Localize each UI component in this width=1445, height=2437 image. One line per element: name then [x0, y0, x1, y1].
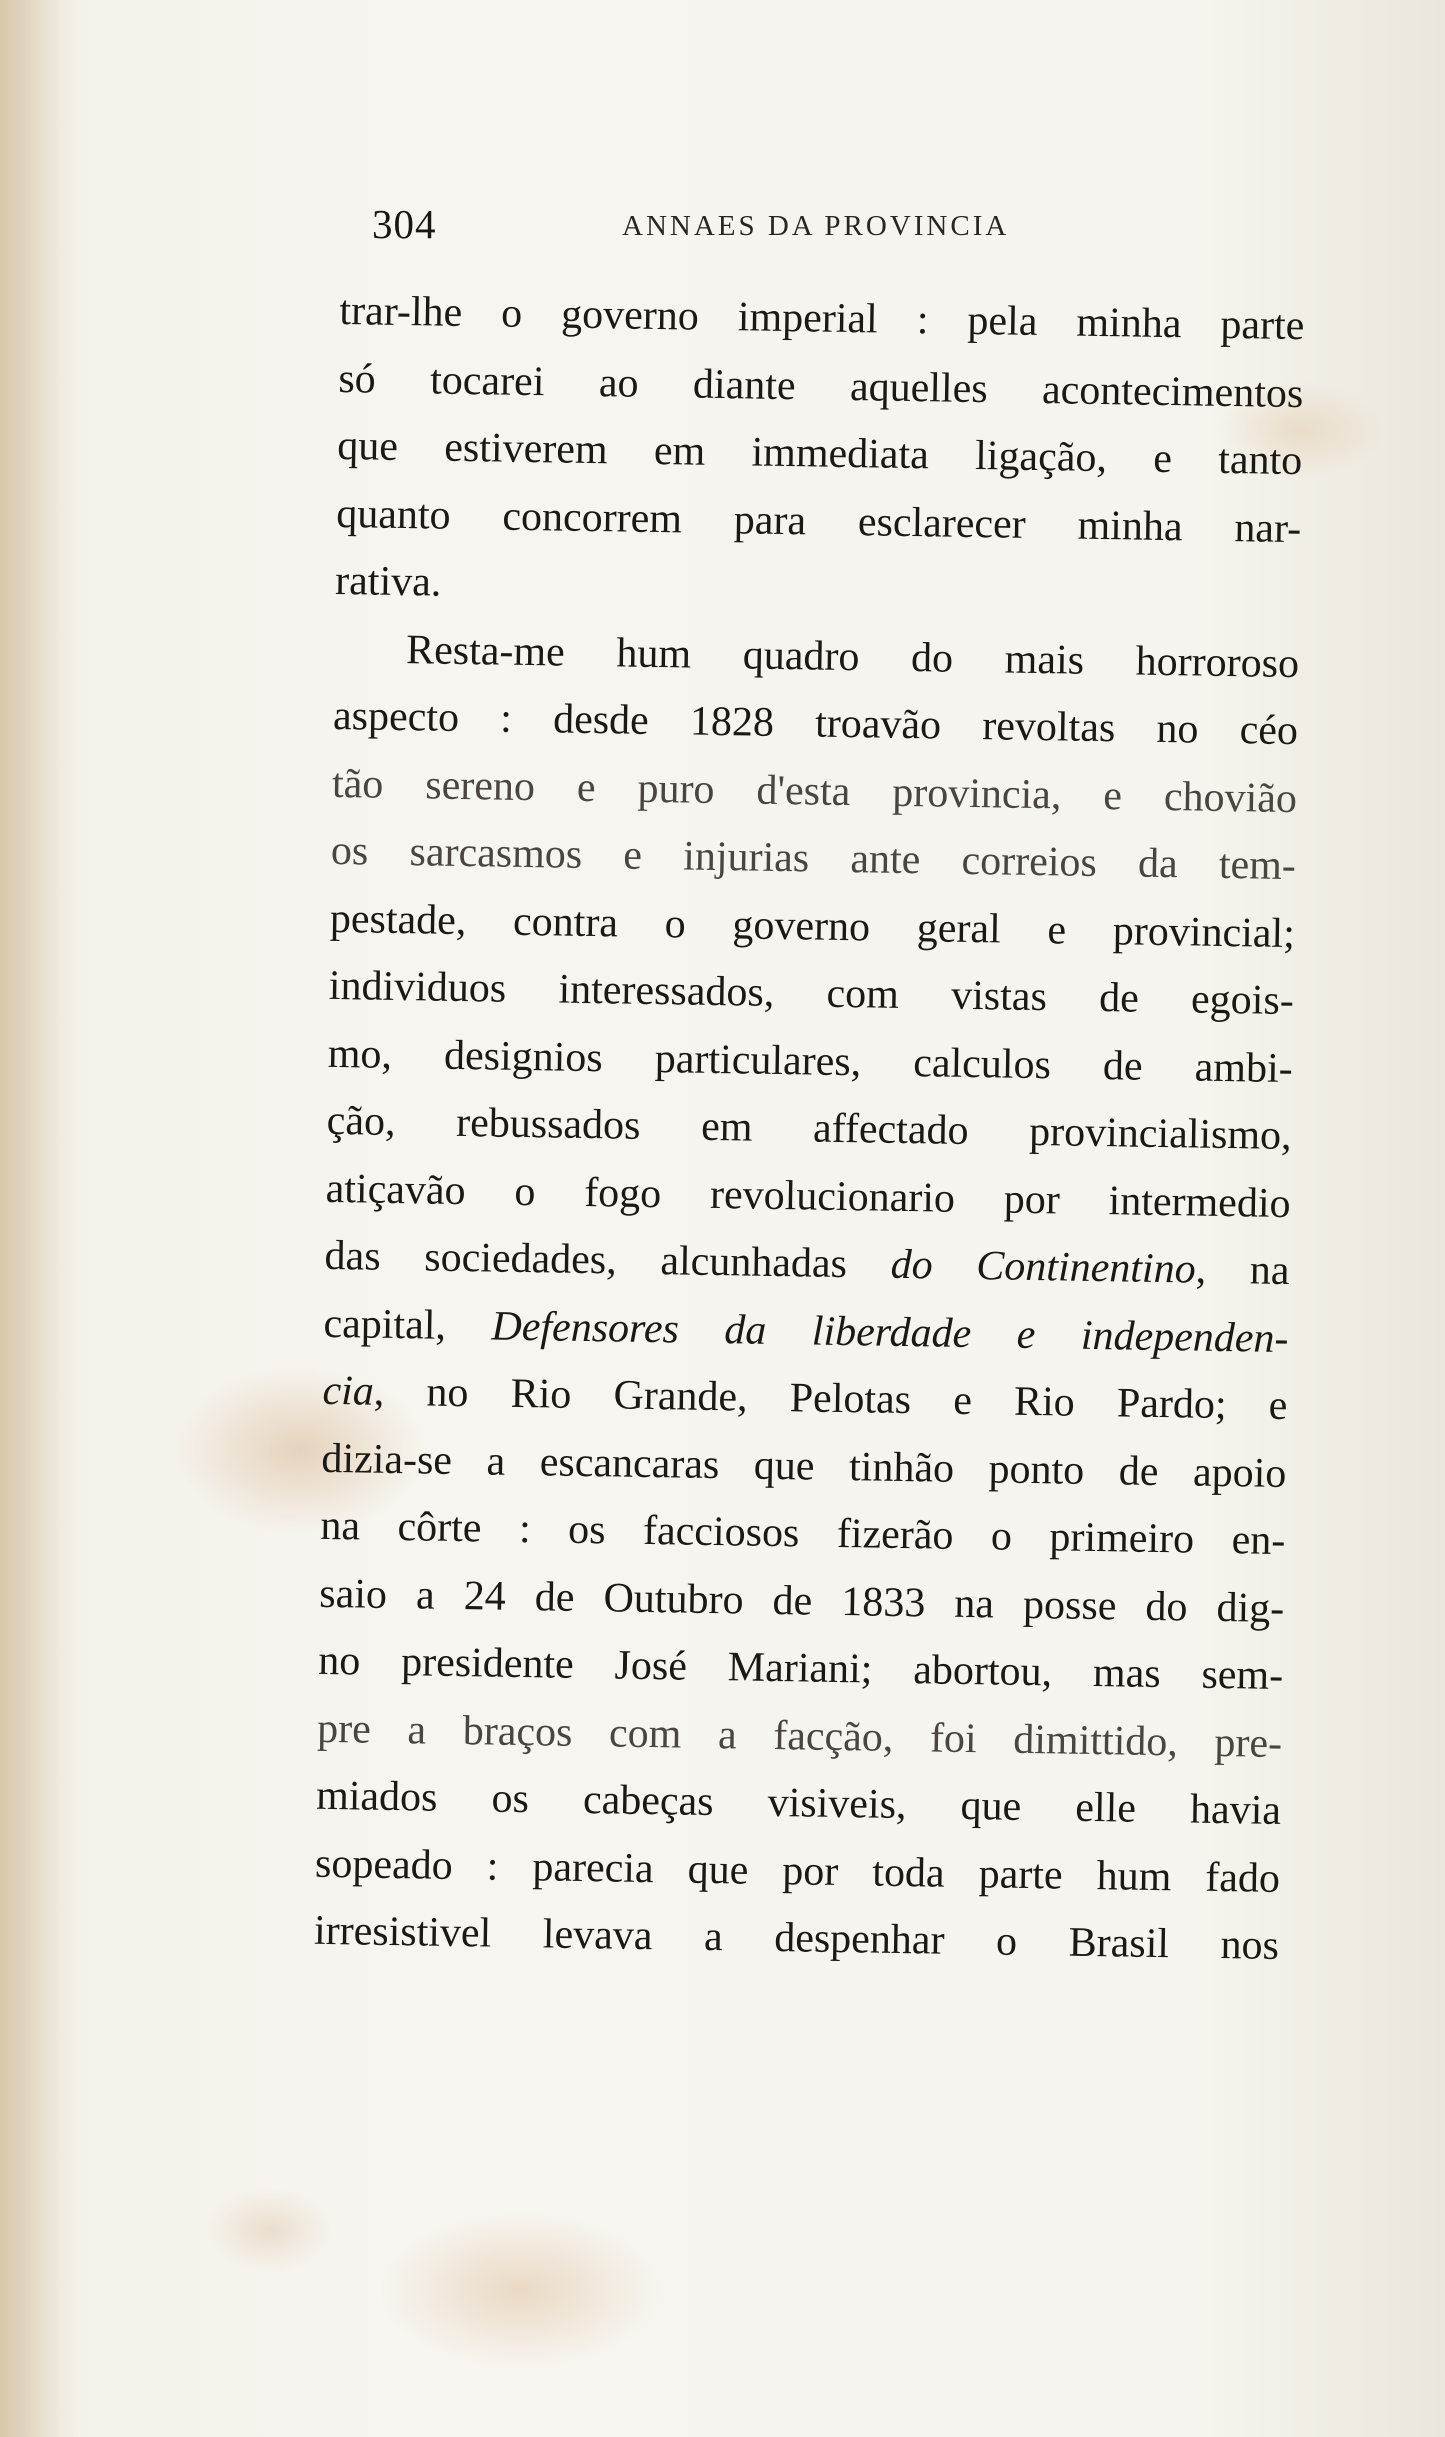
text-line: atiçavão o fogo revolucionario por intermedio [325, 1165, 1291, 1227]
text-line: mo, designios particulares, calculos de ambi- [327, 1030, 1294, 1092]
text-line: cia, no Rio Grande, Pelotas e Rio Pardo; e [322, 1367, 1288, 1430]
text-line: pestade, contra o governo geral e provincial; [329, 895, 1296, 957]
text-line: os sarcasmos e injurias ante correios da tem- [330, 827, 1297, 890]
text-line: rativa. [334, 557, 442, 606]
text-line: irresistivel levava a despenhar o Brasil nos [313, 1907, 1280, 1969]
page-header [360, 200, 1260, 260]
text-line: ção, rebussados em affectado provincialismo, [326, 1097, 1293, 1160]
paragraph-start-line: Resta-me hum quadro do mais horroroso [405, 626, 1300, 687]
page-number: 304 [372, 201, 437, 247]
text-line: sopeado : parecia que por toda parte hum fado [314, 1840, 1281, 1902]
text-line: das sociedades, alcunhadas do Continentino, na [324, 1232, 1290, 1295]
text-line: dizia-se a escancaras que tinhão ponto de apoio [321, 1435, 1287, 1497]
text-line: miados os cabeças visiveis, que elle havia [315, 1772, 1282, 1834]
text-line: trar-lhe o governo imperial : pela minha parte [339, 287, 1305, 350]
text-line: capital, Defensores da liberdade e independen- [323, 1300, 1289, 1362]
text-line: só tocarei ao diante aquelles acontecimentos [338, 355, 1304, 417]
text-line: na côrte : os facciosos fizerão o primeiro en- [320, 1502, 1286, 1565]
italic-phrase: cia [322, 1367, 375, 1415]
text-line: saio a 24 de Outubro de 1833 na posse do dig- [318, 1570, 1285, 1632]
running-title: ANNAES DA PROVINCIA [622, 210, 1010, 242]
text-line: aspecto : desde 1828 troavão revoltas no céo [332, 692, 1299, 755]
text-line: no presidente José Mariani; abortou, mas sem- [317, 1637, 1284, 1699]
text-line: pre a braços com a facção, foi dimittido, pre- [316, 1705, 1283, 1767]
italic-phrase: do Continentino [890, 1241, 1197, 1293]
text-line: individuos interessados, com vistas de egois- [328, 962, 1295, 1025]
italic-phrase: Defensores da liberdade e independen- [491, 1303, 1289, 1362]
text-line: tão sereno e puro d'esta provincia, e chovião [331, 760, 1298, 822]
body-text [313, 278, 1304, 1980]
text-line: que estiverem em immediata ligação, e tanto [336, 422, 1303, 485]
text-line: quanto concorrem para esclarecer minha nar- [335, 490, 1302, 552]
